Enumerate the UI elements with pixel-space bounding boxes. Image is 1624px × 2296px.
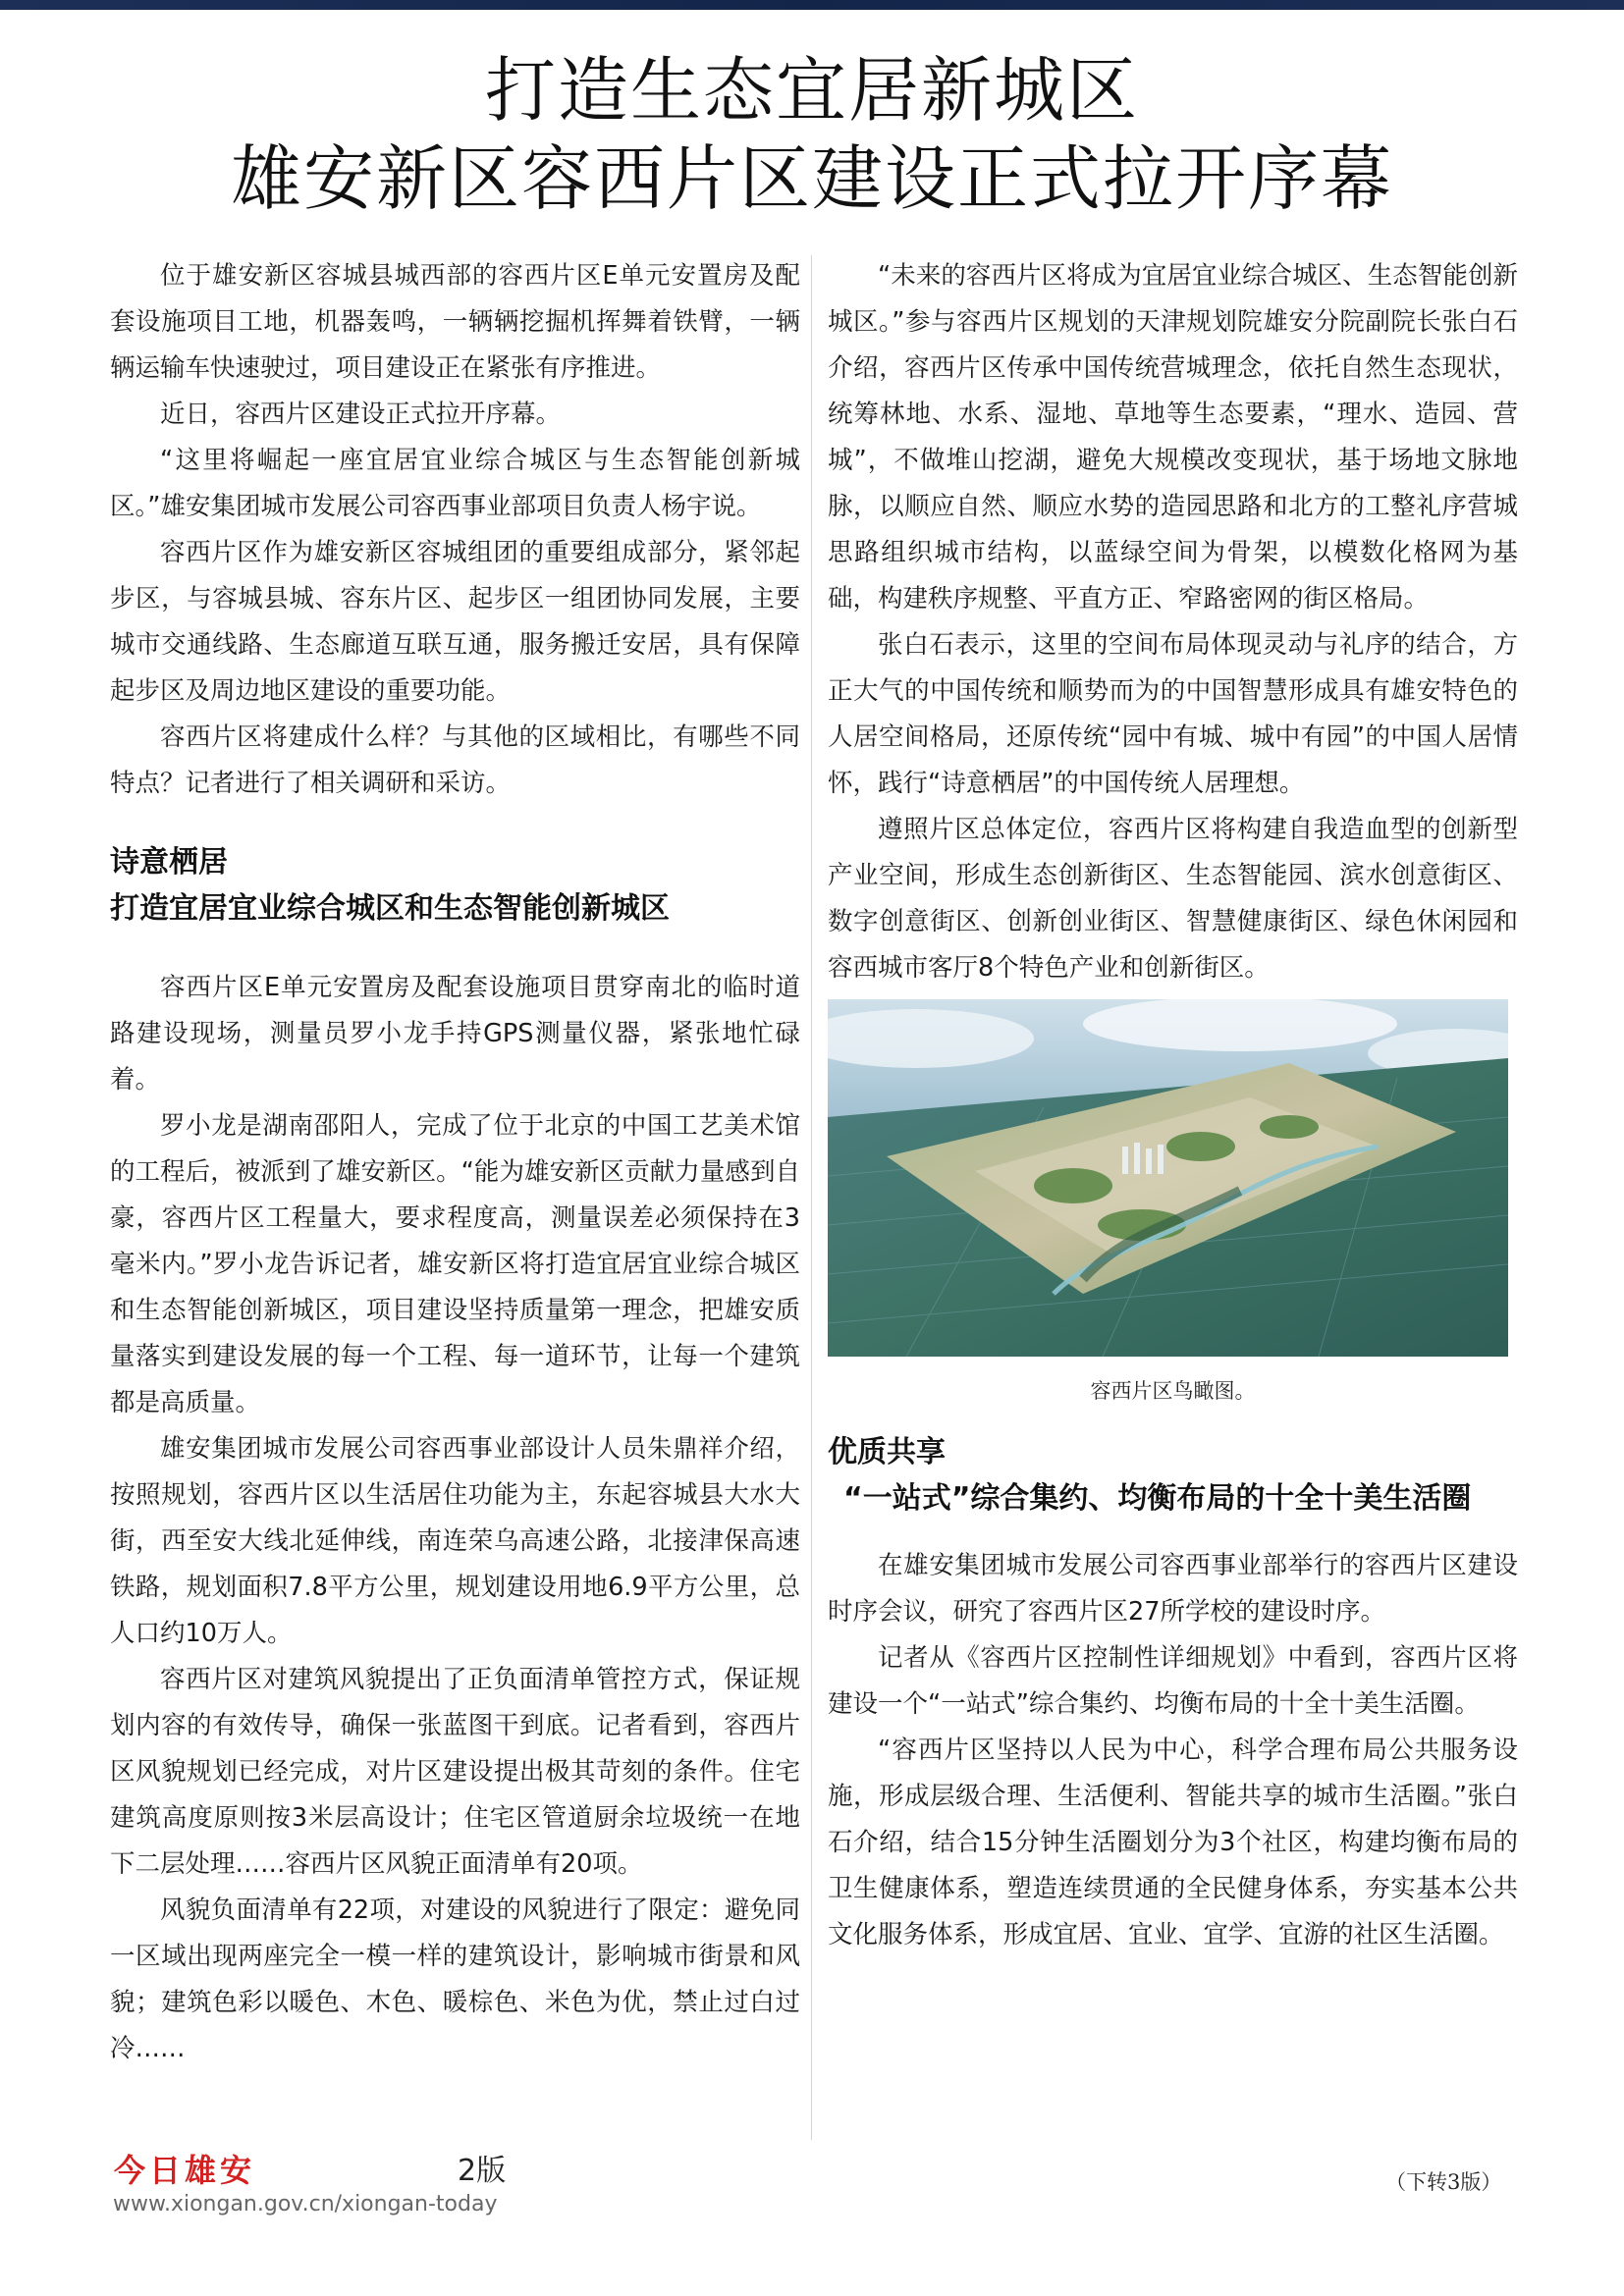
section-2-paragraph: “容西片区坚持以人民为中心，科学合理布局公共服务设施，形成层级合理、生活便利、智能共享的城市生活圈。”张白石介绍，结合15分钟生活圈划分为3个社区，构建均衡布局的卫生健康体系，塑造连续贯通的全民健身体系，夯实基本公共文化服务体系，形成宜居、宜业、宜学、宜游的社区生活圈。 <box>828 1735 1518 1949</box>
section-gap <box>110 932 800 965</box>
section-2-paragraph: 记者从《容西片区控制性详细规划》中看到，容西片区将建设一个“一站式”综合集约、均衡布局的十全十美生活圈。 <box>828 1643 1518 1719</box>
right-paragraph: “未来的容西片区将成为宜居宜业综合城区、生态智能创新城区。”参与容西片区规划的天津规划院雄安分院副院长张白石介绍，容西片区传承中国传统营城理念，依托自然生态现状，统筹林地、水系、湿地、草地等生态要素，“理水、造园、营城”，不做堆山挖湖，避免大规模改变现状，基于场地文脉地脉，以顺应自然、顺应水势的造园思路和北方的工整礼序营城思路组织城市结构，以蓝绿空间为骨架，以模数化格网为基础，构建秩序规整、平直方正、窄路密网的街区格局。 <box>828 261 1518 614</box>
intro-paragraph: 容西片区将建成什么样？与其他的区域相比，有哪些不同特点？记者进行了相关调研和采访。 <box>110 722 800 798</box>
section-gap <box>828 1522 1518 1543</box>
right-paragraph: 遵照片区总体定位，容西片区将构建自我造血型的创新型产业空间，形成生态创新街区、生态智能园、滨水创意街区、数字创意街区、创新创业街区、智慧健康街区、绿色休闲园和容西城市客厅8个特色产业和创新街区。 <box>828 815 1518 983</box>
headline-line-2: 雄安新区容西片区建设正式拉开序幕 <box>230 137 1393 220</box>
intro-paragraph: 近日，容西片区建设正式拉开序幕。 <box>160 400 562 429</box>
section-1-subtitle: 打造宜居宜业综合城区和生态智能创新城区 <box>110 891 670 926</box>
section-gap <box>110 807 800 839</box>
intro-paragraph: “这里将崛起一座宜居宜业综合城区与生态智能创新城区。”雄安集团城市发展公司容西事业部项目负责人杨宇说。 <box>110 446 800 521</box>
page-number: 2版 <box>458 2154 507 2188</box>
masthead-logo: 今日雄安 <box>114 2152 256 2189</box>
intro-paragraph: 位于雄安新区容城县城西部的容西片区E单元安置房及配套设施项目工地，机器轰鸣，一辆辆挖掘机挥舞着铁臂，一辆辆运输车快速驶过，项目建设正在紧张有序推进。 <box>110 261 800 383</box>
continued-note: （下转3版） <box>1385 2170 1502 2194</box>
top-color-band <box>0 0 1624 10</box>
section-1-paragraph: 容西片区E单元安置房及配套设施项目贯穿南北的临时道路建设现场，测量员罗小龙手持GPS测量仪器，紧张地忙碌着。 <box>110 973 800 1095</box>
site-url[interactable]: www.xiongan.gov.cn/xiongan-today <box>113 2192 498 2216</box>
figure-caption: 容西片区鸟瞰图。 <box>1090 1379 1256 1403</box>
section-2-paragraph: 在雄安集团城市发展公司容西事业部举行的容西片区建设时序会议，研究了容西片区27所学校的建设时序。 <box>828 1551 1518 1627</box>
aerial-figure <box>828 999 1518 1425</box>
column-divider <box>811 255 812 2140</box>
section-1-paragraph: 容西片区对建筑风貌提出了正负面清单管控方式，保证规划内容的有效传导，确保一张蓝图干到底。记者看到，容西片区风貌规划已经完成，对片区建设提出极其苛刻的条件。住宅建筑高度原则按3米层高设计；住宅区管道厨余垃圾统一在地下二层处理……容西片区风貌正面清单有20项。 <box>110 1665 800 1879</box>
right-paragraph: 张白石表示，这里的空间布局体现灵动与礼序的结合，方正大气的中国传统和顺势而为的中国智慧形成具有雄安特色的人居空间格局，还原传统“园中有城、城中有园”的中国人居情怀，践行“诗意栖居”的中国传统人居理想。 <box>828 630 1518 798</box>
section-2-subtitle: “一站式”综合集约、均衡布局的十全十美生活圈 <box>843 1481 1472 1516</box>
section-1-title: 诗意栖居 <box>110 845 228 880</box>
intro-paragraph: 容西片区作为雄安新区容城组团的重要组成部分，紧邻起步区，与容城县城、容东片区、起步区一组团协同发展，主要城市交通线路、生态廊道互联互通，服务搬迁安居，具有保障起步区及周边地区建设的重要功能。 <box>110 538 800 706</box>
right-column <box>828 253 1518 1958</box>
headline-line-1: 打造生态宜居新城区 <box>484 49 1139 132</box>
section-1-paragraph: 罗小龙是湖南邵阳人，完成了位于北京的中国工艺美术馆的工程后，被派到了雄安新区。“能为雄安新区贡献力量感到自豪，容西片区工程量大，要求程度高，测量误差必须保持在3毫米内。”罗小龙告诉记者，雄安新区将打造宜居宜业综合城区和生态智能创新城区，项目建设坚持质量第一理念，把雄安质量落实到建设发展的每一个工程、每一道环节，让每一个建筑都是高质量。 <box>110 1111 800 1417</box>
aerial-view-photo <box>828 999 1508 1357</box>
left-column <box>110 253 800 2072</box>
section-1-paragraph: 雄安集团城市发展公司容西事业部设计人员朱鼎祥介绍，按照规划，容西片区以生活居住功能为主，东起容城县大水大街，西至安大线北延伸线，南连荣乌高速公路，北接津保高速铁路，规划面积7.8平方公里，规划建设用地6.9平方公里，总人口约10万人。 <box>110 1434 800 1648</box>
section-1-paragraph: 风貌负面清单有22项，对建设的风貌进行了限定：避免同一区域出现两座完全一模一样的建筑设计，影响城市街景和风貌；建筑色彩以暖色、木色、暖棕色、米色为优，禁止过白过冷…… <box>110 1896 800 2063</box>
section-2-title: 优质共享 <box>828 1435 946 1469</box>
